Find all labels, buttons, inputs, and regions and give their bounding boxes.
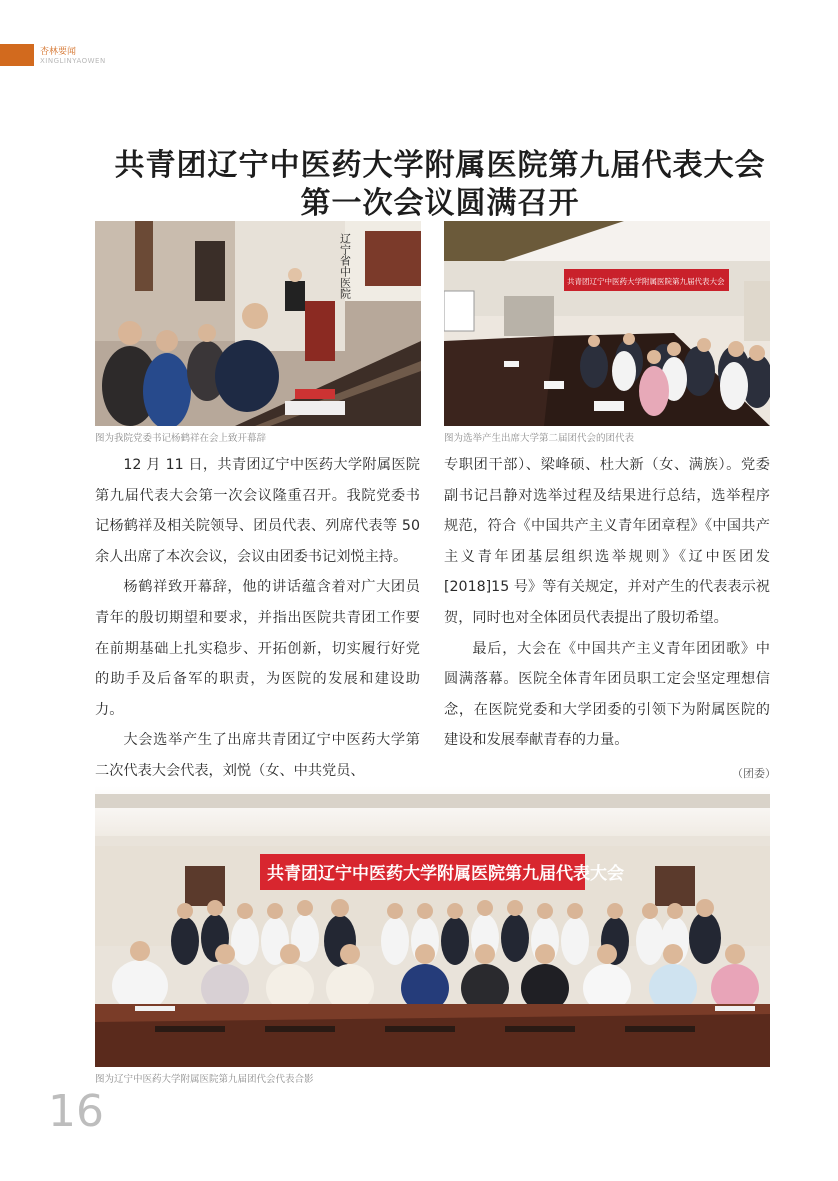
photo2-banner: 共青团辽宁中医药大学附属医院第九届代表大会 [567,277,725,286]
photo2-caption: 图为选举产生出席大学第二届团代会的团代表 [444,433,635,444]
article-paragraph-3: 大会选举产生了出席共青团辽宁中医药大学第二次代表大会代表，刘悦（女、中共党员、 [95,732,420,779]
article-title-line2: 第一次会议圆满召开 [300,186,580,221]
photo3-banner: 共青团辽宁中医药大学附属医院第九届代表大会 [267,864,624,884]
photo1-caption: 图为我院党委书记杨鹤祥在会上致开幕辞 [95,433,267,444]
article-paragraph-4: 最后，大会在《中国共产主义青年团团歌》中圆满落幕。医院全体青年团员职工定会坚定理想信念，在医院党委和大学团委的引领下为附属医院的建设和发展奉献青春的力量。 [444,640,770,749]
article-signature: （团委） [732,767,776,780]
article-paragraph-1: 12 月 11 日，共青团辽宁中医药大学附属医院第九届代表大会第一次会议隆重召开。我院党委书记杨鹤祥及相关院领导、团员代表、列席代表等 50 余人出席了本次会议，会议由团委书记刘悦主持。 [95,457,420,565]
page-number: 16 [48,1086,104,1137]
photo-opening-speech [95,221,421,426]
section-tab-marker [0,44,34,66]
article-title-line1: 共青团辽宁中医药大学附属医院第九届代表大会 [114,148,766,183]
photo-group [95,786,770,1067]
article-column-left [95,450,420,787]
article-column-right [444,450,770,756]
article-paragraph-2: 杨鹤祥致开幕辞，他的讲话蕴含着对广大团员青年的殷切期望和要求，并指出医院共青团工作要在前期基础上扎实稳步、开拓创新，切实履行好党的助手及后备军的职责，为医院的发展和建设助力。 [95,579,420,718]
photo-election [444,221,770,426]
section-name-pinyin: XINGLINYAOWEN [40,57,106,65]
article-paragraph-3-continued: 专职团干部）、梁峰硕、杜大新（女、满族）。党委副书记吕静对选举过程及结果进行总结，选举程序规范，符合《中国共产主义青年团章程》《中国共产主义青年团基层组织选举规则》《辽中医团发 [2018]15 号》等有关规定，并对产生的代表表示祝贺，同时也对全体团员代表提出了殷切希望。 [444,457,770,626]
photo3-caption: 图为辽宁中医药大学附属医院第九届团代会代表合影 [95,1074,314,1085]
photo1-wall-sign: 辽宁省中医院 [338,233,352,299]
section-name: 杏林要闻 [40,47,77,57]
